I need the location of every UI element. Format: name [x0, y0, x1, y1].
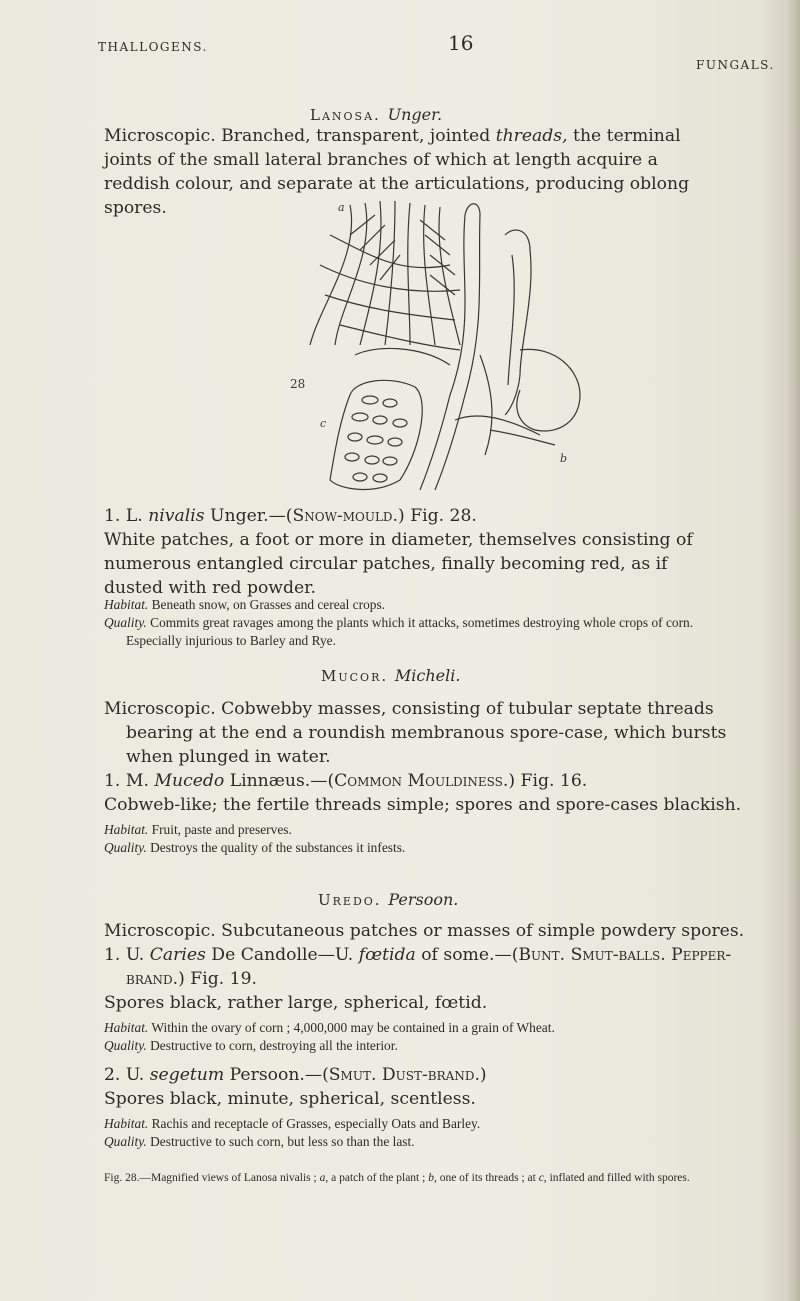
species-description-segetum: Spores black, minute, spherical, scentless.: [104, 1089, 476, 1109]
habitat-text: Within the ovary of corn ; 4,000,000 may be contained in a grain of Wheat.: [151, 1020, 555, 1035]
desc-threads: threads,: [495, 126, 568, 146]
species-author: Linnæus.—: [229, 771, 328, 791]
caption-fig-label: Fig. 28.: [104, 1172, 140, 1184]
quality-text: Destructive to corn, destroying all the interior.: [150, 1038, 398, 1053]
running-header-right: FUNGALS.: [696, 58, 775, 72]
habitat-segetum: [104, 1115, 480, 1133]
habitat-caries: [104, 1019, 555, 1037]
species-number: 1.: [104, 945, 121, 965]
page-number: 16: [448, 31, 474, 55]
species-heading-segetum: [104, 1063, 487, 1087]
caption-c: c,: [538, 1172, 547, 1184]
figure-reference: Fig. 19.: [190, 969, 257, 989]
quality-label: Quality.: [104, 840, 147, 855]
habitat-label: Habitat.: [104, 597, 149, 612]
species-name: nivalis: [148, 506, 205, 526]
species-author: De Candolle—U.: [211, 945, 354, 965]
figure-reference: Fig. 16.: [520, 771, 588, 791]
genus-heading-uredo: [318, 890, 458, 909]
figure-label-a: a: [338, 201, 345, 214]
desc-part: the terminal joints of the small lateral branches of which at length acquire a reddish colour, and separate at the articulations, producing oblong spores.: [104, 126, 690, 218]
habitat-label: Habitat.: [104, 822, 149, 837]
genus-author: Unger.: [387, 105, 443, 124]
habitat-text: Beneath snow, on Grasses and cereal crops.: [151, 597, 386, 612]
quality-mucedo: [104, 839, 405, 857]
species-alt-name: fœtida: [358, 945, 416, 965]
species-author: Unger.—: [210, 506, 286, 526]
genus-name: Mucor.: [321, 667, 389, 685]
figure-label-c: c: [320, 417, 327, 430]
common-name: (Common Mouldiness.): [327, 771, 516, 791]
habitat-text: Fruit, paste and preserves.: [151, 822, 292, 837]
species-description-mucedo: Cobweb-like; the fertile threads simple; spores and spore-cases blackish.: [104, 795, 742, 815]
figure-caption: [104, 1170, 716, 1186]
thread-b: [420, 204, 580, 490]
caption-text: inflated and filled with spores.: [546, 1172, 690, 1184]
species-genus: L.: [125, 506, 143, 526]
species-description-nivalis: White patches, a foot or more in diameter, themselves consisting of numerous entangled circular patches, finally becoming red, as if dusted with red powder.: [104, 530, 693, 598]
caption-text: one of its threads ; at: [436, 1172, 539, 1184]
genus-description-uredo: Microscopic. Subcutaneous patches or masses of simple powdery spores.: [104, 921, 745, 941]
quality-label: Quality.: [104, 1038, 147, 1053]
habitat-nivalis: [104, 596, 746, 614]
page-edge: [786, 0, 800, 1301]
species-author: Persoon.—: [229, 1065, 323, 1085]
common-name: (Snow-mould.): [285, 506, 405, 526]
genus-heading-lanosa: [310, 105, 442, 124]
species-description-caries: Spores black, rather large, spherical, fœtid.: [104, 993, 488, 1013]
figure-reference: Fig. 28.: [410, 506, 477, 526]
genus-description-mucor: Microscopic. Cobwebby masses, consisting of tubular septate threads bearing at the end a roundish membranous spore-case, which bursts when plunged in water.: [104, 699, 727, 767]
genus-name: Uredo.: [318, 891, 382, 909]
common-name: (Bunt. Smut-balls. Pepper-brand.): [126, 945, 732, 989]
spore-case-c: [330, 380, 422, 489]
species-alt-suffix: of some.—: [415, 945, 512, 965]
caption-text: —Magnified views of Lanosa nivalis ;: [139, 1172, 320, 1184]
genus-author: Micheli.: [394, 666, 461, 685]
species-genus: U.: [125, 945, 145, 965]
quality-label: Quality.: [104, 1134, 147, 1149]
desc-part: Microscopic. Branched, transparent, jointed: [104, 126, 496, 146]
species-genus: U.: [125, 1065, 145, 1085]
species-number: 1.: [104, 506, 121, 526]
species-name: segetum: [149, 1065, 225, 1085]
species-heading-nivalis: [104, 504, 477, 528]
habitat-label: Habitat.: [104, 1116, 149, 1131]
caption-text: a patch of the plant ;: [328, 1172, 429, 1184]
quality-text: Destructive to such corn, but less so than the last.: [150, 1134, 415, 1149]
species-number: 2.: [104, 1065, 121, 1085]
caption-a: a,: [319, 1172, 329, 1184]
caption-b: b,: [428, 1172, 437, 1184]
habitat-text: Rachis and receptacle of Grasses, especially Oats and Barley.: [151, 1116, 481, 1131]
quality-nivalis: [104, 614, 746, 650]
running-header-left: THALLOGENS.: [98, 40, 208, 54]
quality-caries: [104, 1037, 398, 1055]
habitat-mucedo: [104, 821, 292, 839]
species-genus: M.: [125, 771, 149, 791]
genus-author: Persoon.: [388, 890, 459, 909]
species-heading-caries: [104, 943, 748, 991]
genus-heading-mucor: [321, 666, 460, 685]
figure-number-label: 28: [290, 377, 306, 391]
genus-name: Lanosa.: [310, 106, 381, 124]
thread-patch: [310, 201, 460, 365]
habitat-label: Habitat.: [104, 1020, 149, 1035]
species-name: Caries: [149, 945, 206, 965]
figure-label-b: b: [560, 452, 568, 465]
quality-text: Commits great ravages among the plants which it attacks, sometimes destroying whole crops of corn. Especially injurious to Barley and Rye.: [126, 615, 694, 648]
species-name: Mucedo: [154, 771, 225, 791]
quality-label: Quality.: [104, 615, 147, 630]
common-name: (Smut. Dust-brand.): [322, 1065, 487, 1085]
figure-28-illustration: [280, 195, 650, 495]
quality-text: Destroys the quality of the substances it infests.: [150, 840, 406, 855]
species-heading-mucedo: [104, 769, 587, 793]
species-number: 1.: [104, 771, 121, 791]
quality-segetum: [104, 1133, 415, 1151]
